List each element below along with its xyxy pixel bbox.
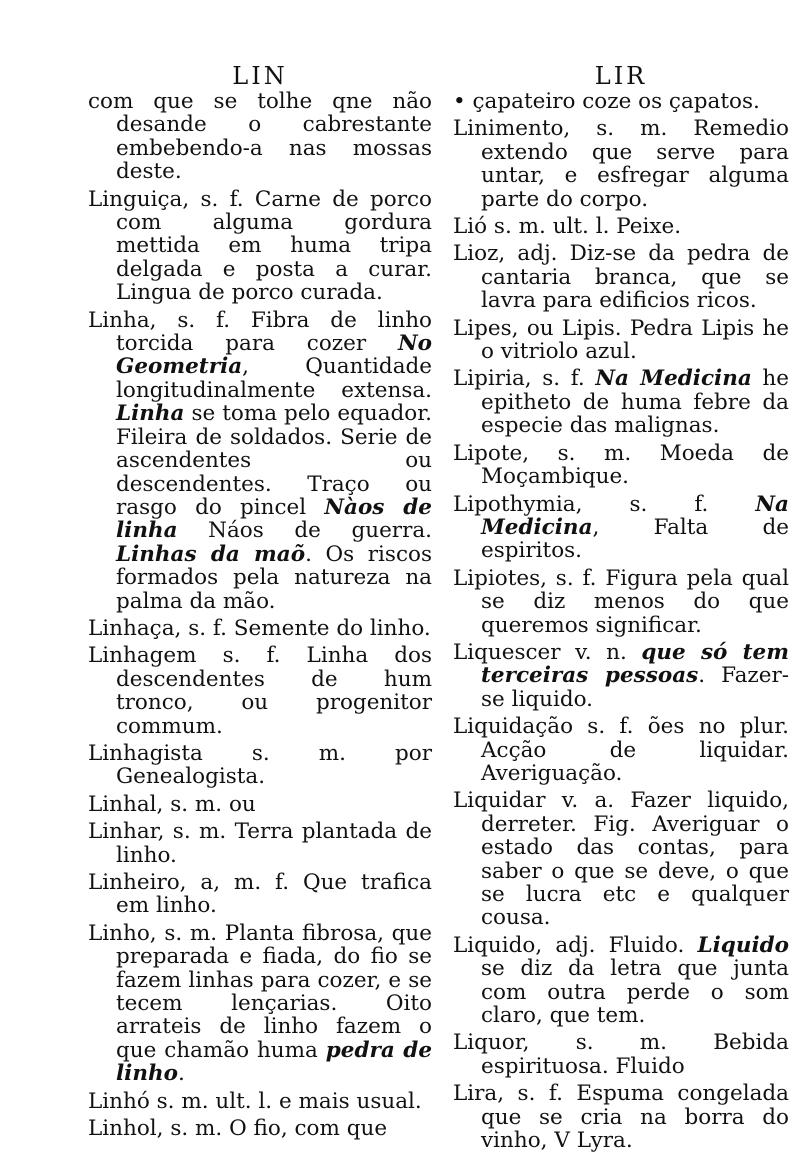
- entry-text: Linhal, s. m. ou: [88, 791, 256, 817]
- dictionary-entry: [453, 367, 789, 437]
- dictionary-entry: [453, 567, 789, 637]
- dictionary-entry: [88, 1117, 432, 1140]
- dictionary-entry: [453, 442, 789, 489]
- entry-text: Lipote, s. m. Moeda de Moçambique.: [453, 440, 789, 490]
- continuation-text: com que se tolhe qne não desande o cabrestante embebendo-a nas mossas deste.: [88, 89, 432, 185]
- entry-text: , Falta de espiritos.: [481, 514, 789, 564]
- entry-italic-text: Nàos de linha: [116, 494, 432, 544]
- dictionary-entry: [88, 309, 432, 613]
- entry-text: . Fazer-se liquido.: [481, 663, 789, 712]
- entry-text: .: [177, 1061, 185, 1087]
- entry-text: Liquor, s. m. Bebida espirituosa. Fluido: [453, 1030, 789, 1079]
- dictionary-entry: [88, 644, 432, 738]
- entry-text: Linhol, s. m. O fio, com que: [88, 1116, 388, 1142]
- entry-text: he epitheto de huma febre da especie das malignas.: [481, 366, 789, 439]
- dictionary-entry: [453, 493, 789, 563]
- right-column: [453, 62, 789, 1156]
- dictionary-entry: [453, 934, 789, 1028]
- entry-text: Liquescer v. n.: [453, 639, 642, 665]
- entry-italic-text: pedra de linho: [116, 1037, 433, 1087]
- entry-text: Lioz, adj. Diz-se da pedra de cantaria branca, que se lavra para edificios ricos.: [453, 241, 789, 314]
- entry-text: Náos de guerra.: [177, 518, 432, 544]
- dictionary-entry: [453, 242, 789, 312]
- entry-text: Linhagista s. m. por Genealogista.: [88, 740, 432, 790]
- column-header: LIN: [232, 62, 288, 90]
- dictionary-entry: [88, 871, 432, 918]
- entry-text: Lió s. m. ult. l. Peixe.: [453, 214, 682, 240]
- dictionary-entry: [88, 922, 432, 1086]
- entry-text: Lira, s. f. Espuma congelada que se cria na borra do vinho, V Lyra.: [453, 1081, 789, 1154]
- entry-list: [453, 117, 789, 1152]
- entry-italic-text: Linha: [116, 401, 185, 427]
- entry-italic-text: Linhas da maõ: [116, 541, 306, 567]
- entry-text: Lipothymia, s. f.: [453, 491, 756, 517]
- dictionary-entry: [453, 1082, 789, 1152]
- entry-list: [88, 188, 432, 1141]
- entry-text: Lipes, ou Lipis. Pedra Lipis he o vitriolo azul.: [453, 315, 789, 365]
- entry-italic-text: No Geometria: [116, 331, 432, 380]
- entry-text: , Quantidade longitudinalmente extensa.: [116, 354, 432, 403]
- entry-text: Linhagem s. f. Linha dos descendentes de hum tronco, ou progenitor commum.: [88, 643, 432, 739]
- entry-text: Linha, s. f. Fibra de linho torcida para cozer: [88, 307, 432, 357]
- dictionary-entry: [88, 1090, 432, 1113]
- dictionary-entry: [453, 215, 789, 238]
- entry-text: Liquidação s. f. ões no plur. Acção de liquidar. Averiguação.: [453, 714, 789, 786]
- dictionary-entry: [88, 820, 432, 867]
- entry-text: Lipiotes, s. f. Figura pela qual se diz menos do que queremos significar.: [453, 565, 789, 638]
- dictionary-entry: [88, 617, 432, 640]
- entry-text: Linho, s. m. Planta fibrosa, que preparada e fiada, do fio se fazem linhas para cozer, e se tecem lençarias. Oito arrateis de linho fazem o que chamão huma: [88, 920, 432, 1063]
- entry-text: se toma pelo equador. Fileira de soldados. Serie de ascendentes ou descendentes. Traço ou rasgo do pincel: [116, 401, 432, 520]
- entry-text: Liquidar v. a. Fazer liquido, derreter. Fig. Averiguar o estado das contas, para saber o que se deve, o que se lucra etc e qualquer cousa.: [453, 788, 789, 931]
- dictionary-entry: [453, 317, 789, 364]
- entry-text: Linhar, s. m. Terra plantada de linho.: [88, 819, 432, 868]
- entry-italic-text: Na Medicina: [481, 491, 789, 540]
- dictionary-entry: [88, 793, 432, 816]
- entry-text: . Os riscos formados pela natureza na palma da mão.: [116, 541, 432, 614]
- dictionary-entry: [453, 117, 789, 211]
- entry-text: Lipiria, s. f.: [453, 366, 596, 392]
- dictionary-entry: [88, 742, 432, 789]
- entry-text: Liquido, adj. Fluido.: [453, 932, 698, 958]
- entry-italic-text: Na Medicina: [595, 366, 752, 392]
- left-column: [88, 62, 432, 1144]
- entry-text: Linhaça, s. f. Semente do linho.: [88, 615, 431, 641]
- continuation-text: • çapateiro coze os çapatos.: [453, 89, 760, 114]
- entry-text: Linhó s. m. ult. l. e mais usual.: [88, 1088, 422, 1114]
- entry-text: se diz da letra que junta com outra perde o som claro, que tem.: [481, 956, 789, 1029]
- column-header: LIR: [594, 62, 648, 90]
- entry-italic-text: que só tem terceiras pessoas: [481, 639, 789, 689]
- entry-text: Linheiro, a, m. f. Que trafica em linho.: [88, 870, 432, 919]
- dictionary-entry: [453, 715, 789, 785]
- dictionary-entry: [453, 789, 789, 929]
- entry-italic-text: Liquido: [697, 932, 789, 958]
- entry-text: Linguiça, s. f. Carne de porco com alguma gordura mettida em huma tripa delgada e posta a curar. Lingua de porco curada.: [88, 186, 432, 306]
- dictionary-entry: [88, 188, 432, 305]
- entry-text: Linimento, s. m. Remedio extendo que serve para untar, e esfregar alguma parte do corpo.: [453, 116, 789, 212]
- dictionary-entry: [453, 641, 789, 711]
- dictionary-entry: [453, 1031, 789, 1078]
